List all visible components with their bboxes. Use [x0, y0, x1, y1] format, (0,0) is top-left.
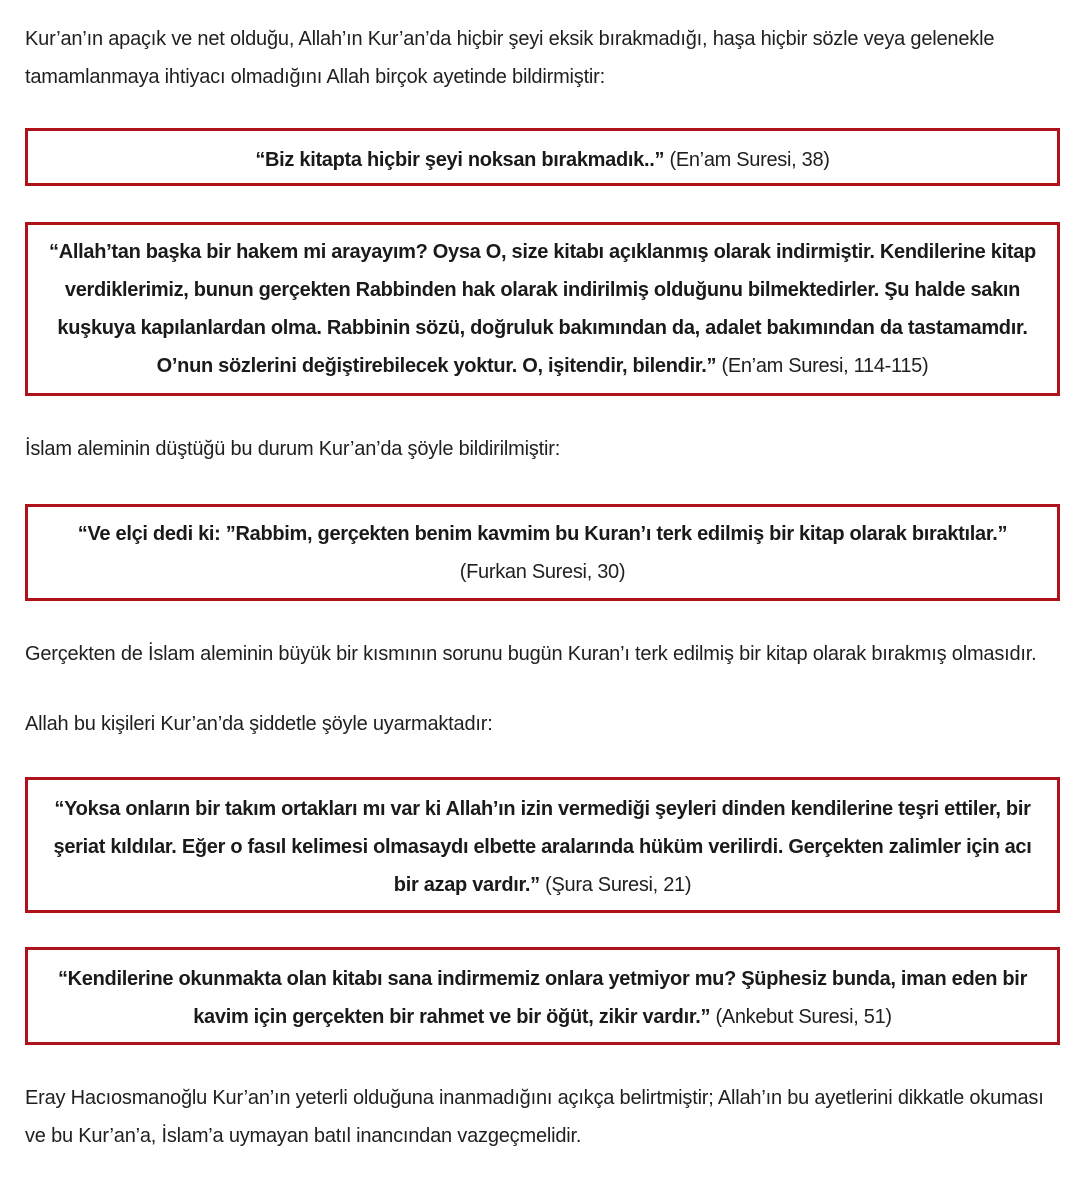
- verse-text: “Yoksa onların bir takım ortakları mı var ki Allah’ın izin vermediği şeyleri dinden kendilerine teşri ettiler, bir şeriat kıldılar. Eğer o fasıl kelimesi olmasaydı elbette aralarında hüküm verilirdi. Gerçekten zalimler için acı bir azap vardır.”: [53, 798, 1032, 896]
- body-paragraph: Gerçekten de İslam aleminin büyük bir kısmının sorunu bugün Kuran’ı terk edilmiş bir kitap olarak bırakmış olmasıdır.: [25, 643, 1037, 665]
- verse-reference: (En’am Suresi, 114-115): [721, 355, 929, 377]
- verse-reference: (Furkan Suresi, 30): [459, 561, 626, 583]
- verse-reference: (Şura Suresi, 21): [545, 874, 692, 896]
- verse-text: “Biz kitapta hiçbir şeyi noksan bırakmadık..”: [255, 149, 665, 171]
- verse-reference: (Ankebut Suresi, 51): [715, 1006, 892, 1028]
- closing-paragraph: Eray Hacıosmanoğlu Kur’an’ın yeterli olduğuna inanmadığını açıkça belirtmiştir; Allah’ın bu ayetlerini dikkatle okuması ve bu Kur’an’a, İslam’a uymayan batıl inancından vazgeçmelidir.: [25, 1087, 1044, 1147]
- body-paragraph: Allah bu kişileri Kur’an’da şiddetle şöyle uyarmaktadır:: [25, 713, 493, 735]
- body-paragraph: İslam aleminin düştüğü bu durum Kur’an’da şöyle bildirilmiştir:: [25, 438, 561, 460]
- intro-paragraph: Kur’an’ın apaçık ve net olduğu, Allah’ın Kur’an’da hiçbir şeyi eksik bırakmadığı, haşa hiçbir sözle veya gelenekle tamamlanmaya ihtiyacı olmadığını Allah birçok ayetinde bildirmiştir:: [25, 28, 995, 88]
- verse-quote-box: [25, 777, 1060, 913]
- verse-reference: (En’am Suresi, 38): [669, 149, 830, 171]
- verse-quote-box: [25, 222, 1060, 396]
- verse-text: “Ve elçi dedi ki: ”Rabbim, gerçekten benim kavmim bu Kuran’ı terk edilmiş bir kitap olarak bıraktılar.”: [77, 523, 1008, 545]
- verse-text: “Allah’tan başka bir hakem mi arayayım? Oysa O, size kitabı açıklanmış olarak indirmiştir. Kendilerine kitap verdiklerimiz, bunun gerçekten Rabbinden hak olarak indirilmiş olduğunu bilmektedirler. Şu halde sakın kuşkuya kapılanlardan olma. Rabbinin sözü, doğruluk bakımından da, adalet bakımından da tastamamdır. O’nun sözlerini değiştirebilecek yoktur. O, işitendir, bilendir.”: [49, 241, 1036, 377]
- verse-quote-box: [25, 128, 1060, 186]
- verse-text: “Kendilerine okunmakta olan kitabı sana indirmemiz onlara yetmiyor mu? Şüphesiz bunda, iman eden bir kavim için gerçekten bir rahmet ve bir öğüt, zikir vardır.”: [57, 968, 1028, 1028]
- verse-quote-box: [25, 504, 1060, 601]
- verse-quote-box: [25, 947, 1060, 1045]
